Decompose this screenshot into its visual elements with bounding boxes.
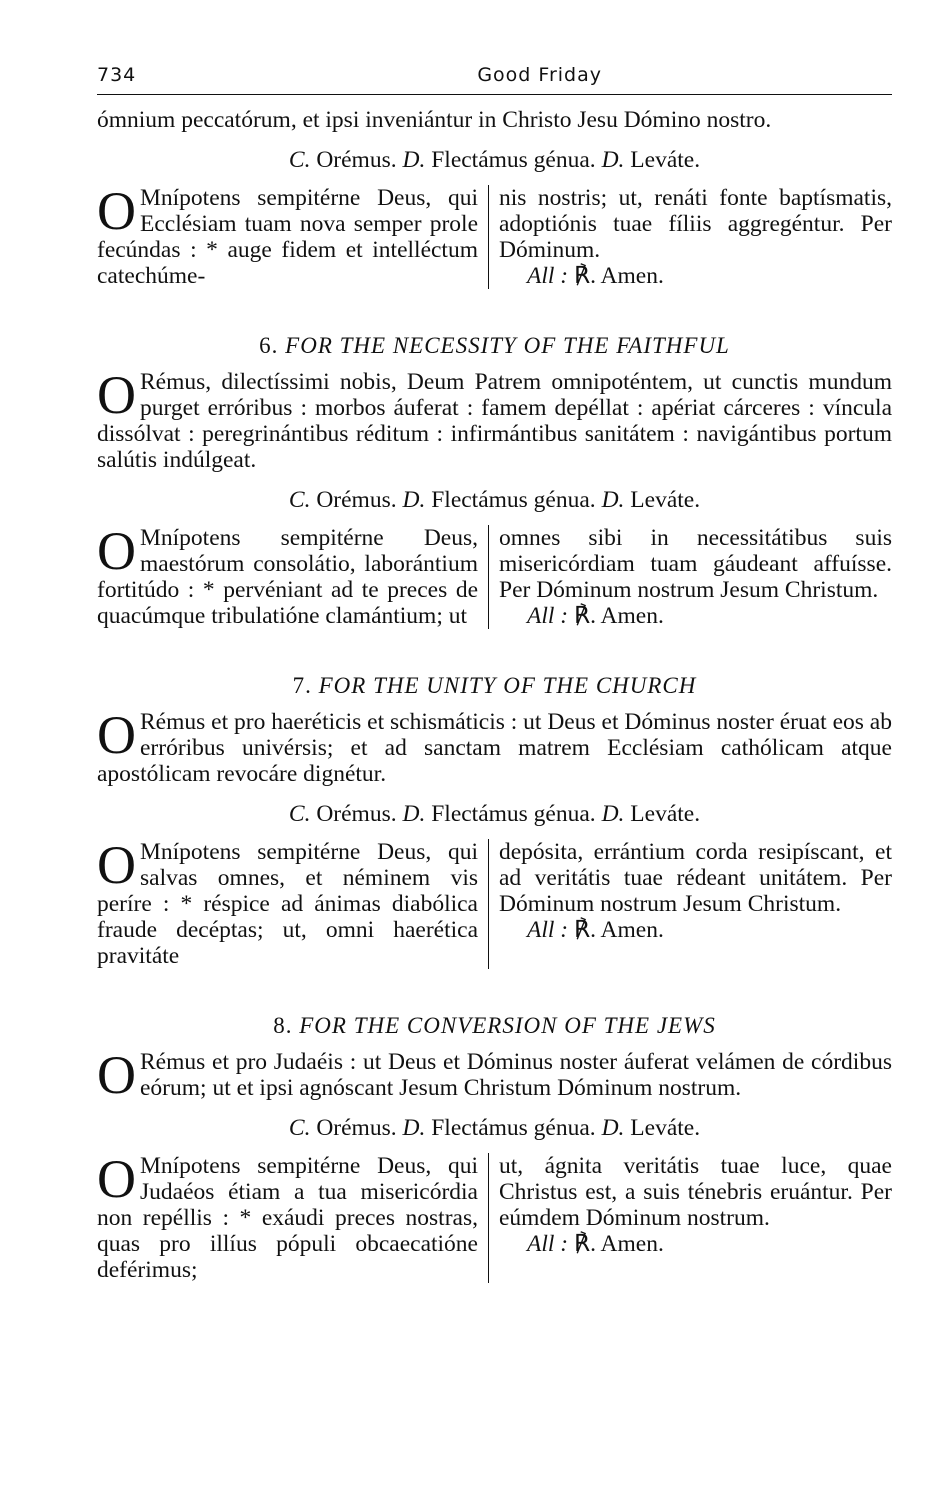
prayer-8-columns (97, 1149, 892, 1283)
running-header (97, 64, 892, 86)
intro-paragraph: ómnium peccatórum, et ipsi inveniántur in Christo Jesu Dómino nostro. (97, 107, 772, 133)
section-6-heading: 6. FOR THE NECESSITY OF THE FAITHFUL (259, 333, 730, 358)
prayer-5-columns (97, 181, 892, 289)
section-8-heading: 8. FOR THE CONVERSION OF THE JEWS (273, 1013, 716, 1038)
drop-cap: O (97, 1045, 136, 1105)
response-amen: All : ℟. Amen. (527, 1231, 664, 1257)
section-6-invitation: O Rémus, dilectíssimi nobis, Deum Patrem omnipoténtem, ut cunctis mundum purget erróribus : morbos áuferat : famem depéllat : apériat cárceres : víncula dissólvat : peregrinántibus réditum : infirmántibus sanitátem : navigántibus portum salútis indúlgeat. (97, 365, 892, 473)
prayer-6-right: omnes sibi in necessitátibus suis misericórdiam tuam gáudeant affuísse. Per Dóminum nostrum Jesum Christum. All : ℟. Amen. (499, 525, 892, 629)
drop-cap: O (97, 521, 136, 581)
prayer-5-right: nis nostris; ut, renáti fonte baptísmatis, adoptiónis tuae fíliis aggregéntur. Per Dóminum. All : ℟. Amen. (499, 185, 892, 289)
oremus-line: C. Orémus. D. Flectámus génua. D. Leváte. (288, 487, 701, 513)
section-8-invitation: O Rémus et pro Judaéis : ut Deus et Dóminus noster áuferat velámen de córdibus eórum; ut et ipsi agnóscant Jesum Christum Dóminum nostrum. (97, 1045, 892, 1105)
response-amen: All : ℟. Amen. (527, 263, 664, 289)
header-rule (97, 94, 892, 95)
prayer-6-columns (97, 521, 892, 629)
oremus-line: C. Orémus. D. Flectámus génua. D. Leváte. (288, 801, 701, 827)
prayer-8-right: ut, ágnita veritátis tuae luce, quae Christus est, a suis ténebris eruántur. Per eúmdem Dóminum nostrum. All : ℟. Amen. (499, 1153, 892, 1257)
response-amen: All : ℟. Amen. (527, 603, 664, 629)
drop-cap: O (97, 181, 136, 241)
section-7-heading: 7. FOR THE UNITY OF THE CHURCH (292, 673, 697, 698)
page-number: 734 (97, 64, 137, 86)
prayer-7-columns (97, 835, 892, 969)
drop-cap: O (97, 835, 136, 895)
drop-cap: O (97, 705, 136, 765)
prayer-7-right: depósita, errántium corda resipíscant, et ad veritátis tuae rédeant unitátem. Per Dóminum nostrum Jesum Christum. All : ℟. Amen. (499, 839, 892, 943)
drop-cap: O (97, 1149, 136, 1209)
prayer-8-left: O Mnípotens sempitérne Deus, qui Judaéos étiam a tua misericórdia non repéllis : * exáudi preces nostras, quas pro illíus pópuli obcaecatióne deférimus; (97, 1153, 489, 1283)
prayer-7-left: O Mnípotens sempitérne Deus, qui salvas omnes, et néminem vis períre : * réspice ad ánimas diabólica fraude decéptas; ut, omni haerética pravitáte (97, 839, 489, 969)
section-7-invitation: O Rémus et pro haeréticis et schismáticis : ut Deus et Dóminus noster éruat eos ab erróribus univérsis; et ad sanctam matrem Ecclésiam cathólicam atque apostólicam revocáre dignétur. (97, 705, 892, 787)
oremus-line: C. Orémus. D. Flectámus génua. D. Leváte. (288, 147, 701, 173)
response-amen: All : ℟. Amen. (527, 917, 664, 943)
prayer-6-left: O Mnípotens sempitérne Deus, maestórum consolátio, laborántium fortitúdo : * pervéniant ad te preces de quacúmque tribulatióne clamántium; ut (97, 525, 489, 629)
running-title: Good Friday (477, 64, 602, 86)
prayer-5-left: O Mnípotens sempitérne Deus, qui Ecclésiam tuam nova semper prole fecúndas : * auge fidem et intelléctum catechúme- (97, 185, 489, 289)
oremus-line: C. Orémus. D. Flectámus génua. D. Leváte. (288, 1115, 701, 1141)
drop-cap: O (97, 365, 136, 425)
